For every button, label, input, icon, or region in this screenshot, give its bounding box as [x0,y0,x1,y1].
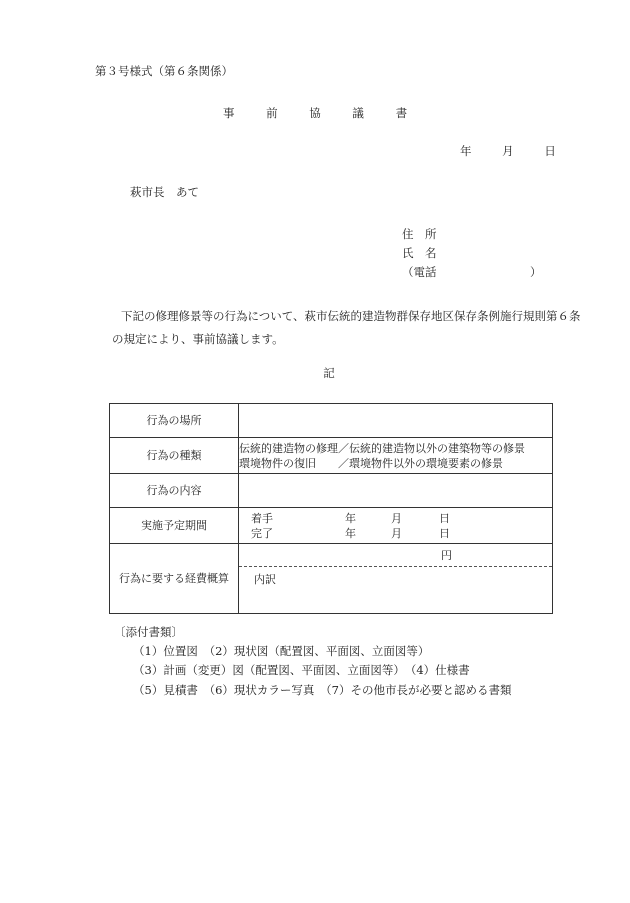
table-row [110,544,553,614]
title-char: 書 [395,106,408,120]
name-label: 氏 名 [402,246,437,260]
yen-unit: 円 [441,549,452,562]
end-year: 年 [345,526,356,540]
type-label: 行為の種類 [110,438,239,474]
addressee: 萩市長 あて [130,185,199,199]
place-label: 行為の場所 [110,404,239,438]
title-char: 前 [266,106,278,120]
start-label: 着手 [251,511,273,525]
end-day: 日 [439,526,450,540]
type-value [239,438,553,474]
table-row [110,438,553,474]
period-value [239,508,553,544]
phone-label: （電話 [402,265,437,279]
end-month: 月 [391,526,402,540]
period-label: 実施予定期間 [110,508,239,544]
cost-label: 行為に要する経費概算 [110,544,239,614]
end-label: 完了 [251,526,273,540]
type-option-1: 伝統的建造物の修理／伝統的建造物以外の建築物等の修景 [239,441,525,455]
start-day: 日 [439,511,450,525]
start-month: 月 [391,511,402,525]
title-char: 協 [309,106,321,120]
table-row [110,474,553,508]
attachments-heading: 〔添付書類〕 [114,625,183,639]
date-day: 日 [544,144,556,158]
consultation-table [109,403,553,614]
content-value [239,474,553,508]
date-year: 年 [460,144,472,158]
title-char: 事 [222,106,235,120]
form-number: 第３号様式（第６条関係） [95,64,233,78]
attachment-line: （1）位置図 （2）現状図（配置図、平面図、立面図等） [133,644,430,658]
start-row [239,511,552,526]
content-label: 行為の内容 [110,474,239,508]
end-row [239,526,552,541]
date-month: 月 [502,144,514,158]
title-char: 議 [352,106,364,120]
start-year: 年 [345,511,356,525]
type-option-2: 環境物件の復旧 ／環境物件以外の環境要素の修景 [239,456,503,470]
body-text: 下記の修理修景等の行為について、萩市伝統的建造物群保存地区保存条例施行規則第６条の規定により、事前協議します。 [112,309,581,346]
phone-close: ） [530,265,542,279]
cost-value [239,544,553,614]
place-value [239,404,553,438]
ki-label: 記 [323,366,335,380]
attachment-line: （3）計画（変更）図（配置図、平面図、立面図等） （4）仕様書 [133,663,470,677]
address-label: 住 所 [402,227,437,241]
attachment-line: （5）見積書 （6）現状カラー写真 （7）その他市長が必要と認める書類 [133,683,512,697]
date-line [460,146,556,158]
document-title [0,108,630,120]
table-row [110,508,553,544]
breakdown-label: 内訳 [254,573,276,586]
table-row [110,404,553,438]
